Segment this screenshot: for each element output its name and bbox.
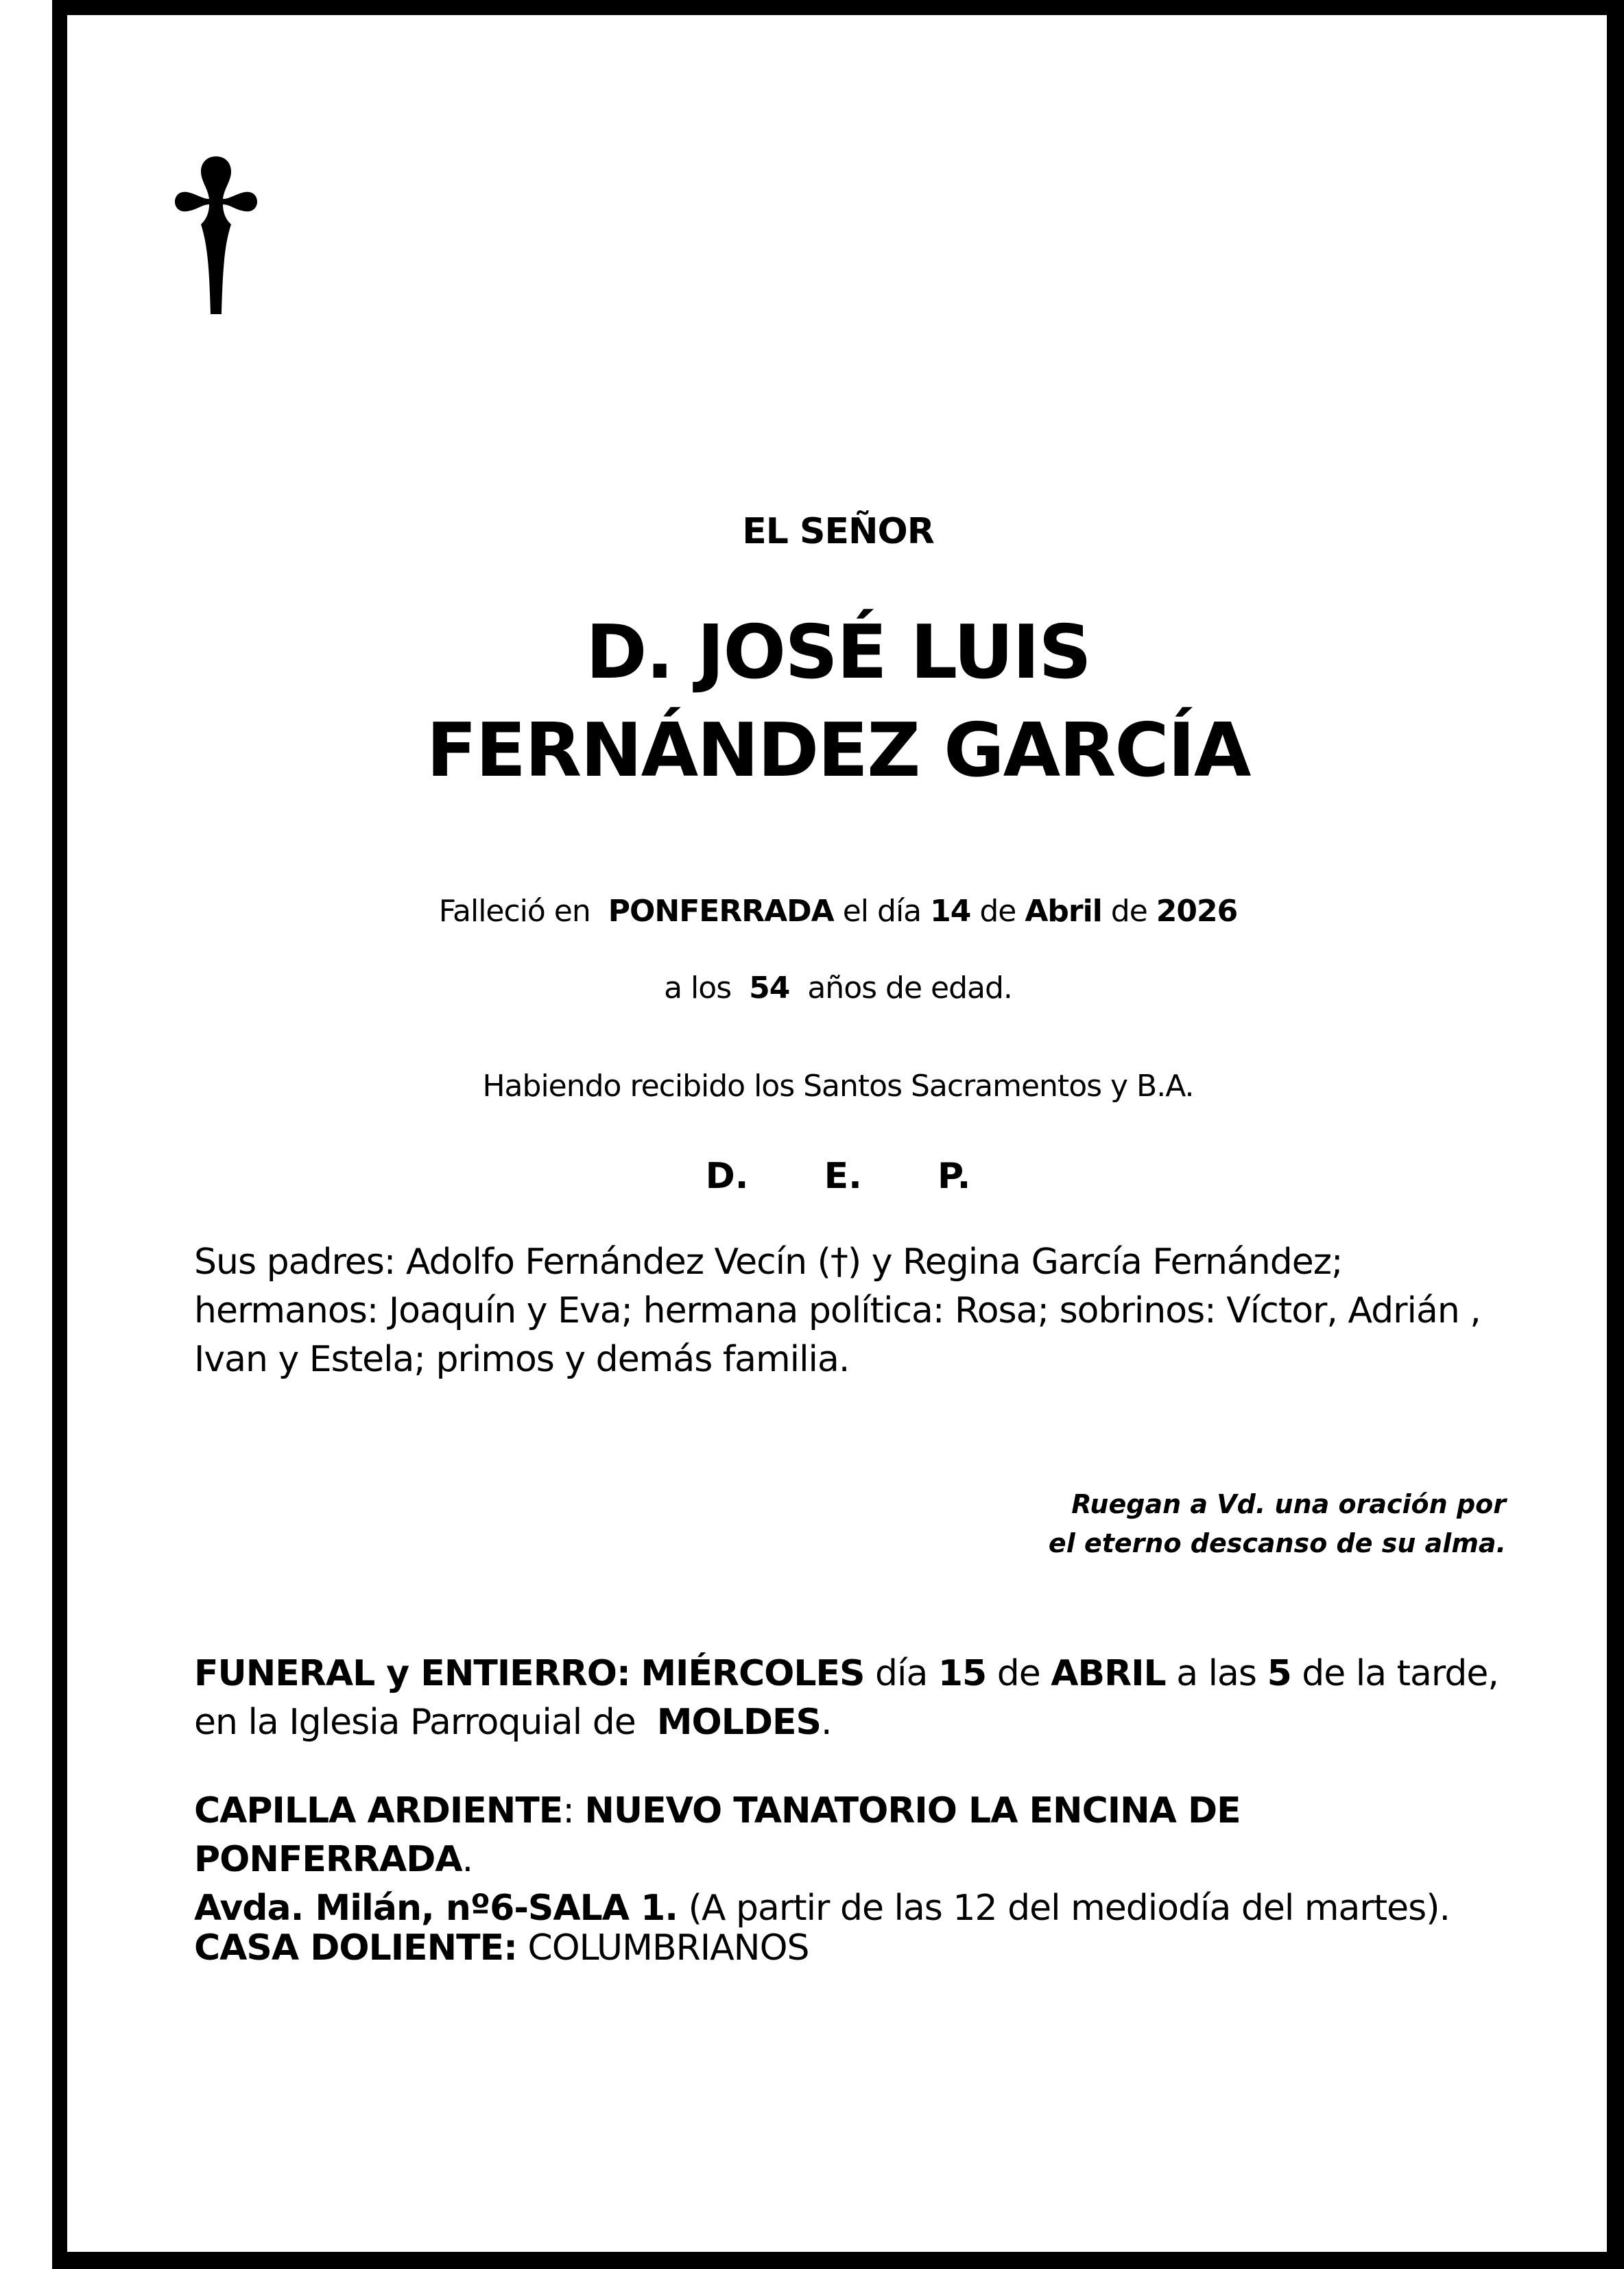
church-prefix: en la Iglesia Parroquial de (194, 1702, 636, 1743)
death-month: Abril (1025, 894, 1102, 929)
mourning-house (194, 1924, 1511, 1973)
name-line-2: FERNÁNDEZ GARCÍA (426, 708, 1250, 794)
church-place: MOLDES (656, 1702, 821, 1743)
dep-e: E. (824, 1156, 862, 1197)
funeral-day: 15 (938, 1653, 987, 1694)
age-line (52, 971, 1624, 1006)
age-years: 54 (749, 971, 790, 1006)
age-prefix: a los (664, 971, 732, 1006)
death-el-dia: el día (842, 894, 922, 929)
funeral-info (194, 1650, 1511, 1747)
death-prefix: Falleció en (438, 894, 590, 929)
death-de: de (1110, 894, 1147, 929)
prayer-request (1049, 1485, 1506, 1563)
funeral-label: FUNERAL y ENTIERRO: (194, 1653, 630, 1694)
chapel-info (194, 1787, 1511, 1933)
family-paragraph: Sus padres: Adolfo Fernández Vecín (†) y Regina García Fernández; hermanos: Joaquín y Eva; hermana política: Rosa; sobrinos: Víctor, Adrián , Ivan y Estela; primos y demás familia. (194, 1242, 1481, 1380)
chapel-address: Avda. Milán, nº6-SALA 1. (194, 1888, 678, 1929)
mourning-house-value: COLUMBRIANOS (527, 1927, 809, 1969)
funeral-weekday: MIÉRCOLES (641, 1653, 865, 1694)
death-de: de (979, 894, 1016, 929)
prayer-line-1: Ruegan a Vd. una oración por (1071, 1489, 1506, 1519)
death-line (52, 894, 1624, 929)
cross-icon (175, 156, 257, 314)
funeral-de: de (996, 1653, 1040, 1694)
death-year: 2026 (1156, 894, 1238, 929)
death-place: PONFERRADA (608, 894, 834, 929)
death-day: 14 (930, 894, 971, 929)
colon: : (562, 1790, 574, 1831)
chapel-venue: NUEVO TANATORIO LA ENCINA DE PONFERRADA (194, 1790, 1241, 1880)
honorific: EL SEÑOR (742, 511, 934, 552)
funeral-dia: día (874, 1653, 928, 1694)
deceased-name (52, 604, 1624, 800)
funeral-hour: 5 (1267, 1653, 1291, 1694)
age-suffix: años de edad. (807, 971, 1012, 1006)
period: . (462, 1839, 473, 1880)
sacraments-line: Habiendo recibido los Santos Sacramentos y B.A. (482, 1069, 1194, 1104)
funeral-a-las: a las (1176, 1653, 1257, 1694)
funeral-time-suffix: de la tarde, (1302, 1653, 1498, 1694)
dep-line (52, 1156, 1624, 1197)
dep-d: D. (705, 1156, 749, 1197)
prayer-line-2: el eterno descanso de su alma. (1048, 1528, 1506, 1558)
chapel-label: CAPILLA ARDIENTE (194, 1790, 563, 1831)
funeral-month: ABRIL (1051, 1653, 1166, 1694)
dep-p: P. (938, 1156, 971, 1197)
mourning-house-label: CASA DOLIENTE: (194, 1927, 517, 1969)
chapel-hours: (A partir de las 12 del mediodía del martes). (688, 1888, 1450, 1929)
name-line-1: D. JOSÉ LUIS (585, 610, 1091, 696)
period: . (821, 1702, 832, 1743)
